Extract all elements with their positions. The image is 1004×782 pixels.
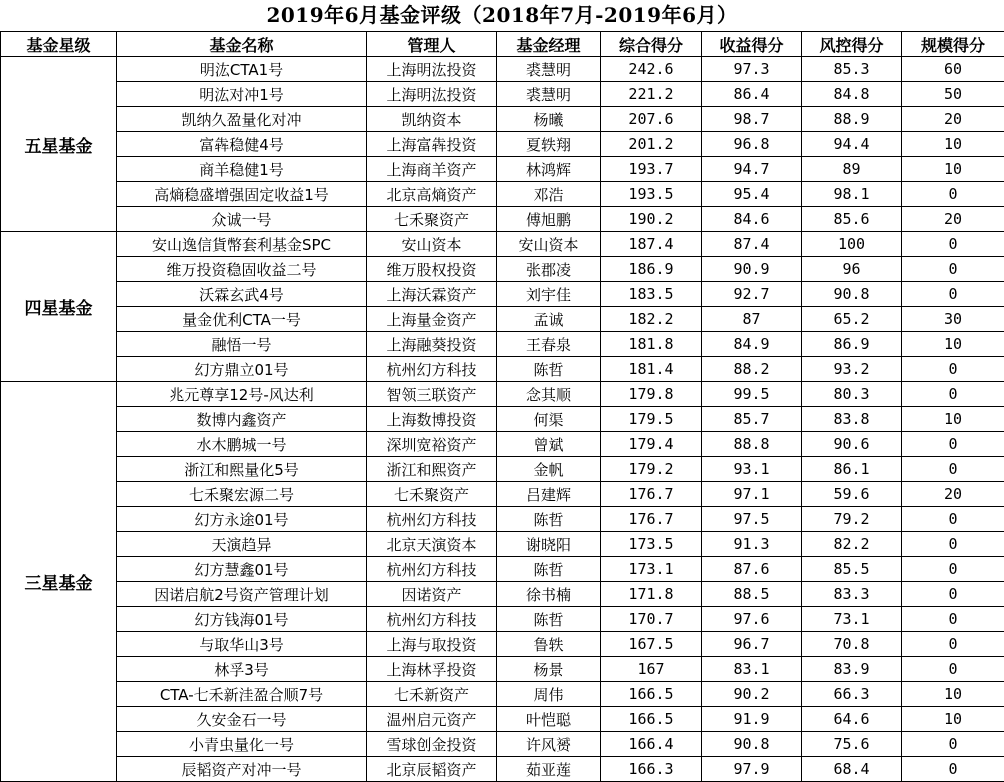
- cell-fund-name: 数博内鑫资产: [117, 407, 367, 432]
- cell-return-score: 83.1: [702, 657, 802, 682]
- cell-fund-name: 小青虫量化一号: [117, 732, 367, 757]
- cell-manager-company: 北京高熵资产: [367, 182, 497, 207]
- cell-scale-score: 30: [902, 307, 1004, 332]
- cell-scale-score: 0: [902, 582, 1004, 607]
- cell-fund-name: 高熵稳盛增强固定收益1号: [117, 182, 367, 207]
- cell-total-score: 176.7: [601, 507, 702, 532]
- cell-return-score: 97.1: [702, 482, 802, 507]
- cell-risk-score: 84.8: [802, 82, 902, 107]
- cell-total-score: 179.4: [601, 432, 702, 457]
- table-row: [1, 532, 1004, 557]
- cell-manager-company: 安山资本: [367, 232, 497, 257]
- table-row: [1, 257, 1004, 282]
- cell-risk-score: 80.3: [802, 382, 902, 407]
- cell-scale-score: 0: [902, 457, 1004, 482]
- cell-manager-company: 杭州幻方科技: [367, 507, 497, 532]
- cell-return-score: 87: [702, 307, 802, 332]
- cell-manager-company: 凯纳资本: [367, 107, 497, 132]
- cell-risk-score: 88.9: [802, 107, 902, 132]
- cell-manager-company: 雪球创金投资: [367, 732, 497, 757]
- cell-fund-name: 浙江和熙量化5号: [117, 457, 367, 482]
- cell-manager-company: 七禾聚资产: [367, 207, 497, 232]
- table-row: [1, 132, 1004, 157]
- header-row: [1, 32, 1004, 57]
- cell-return-score: 97.5: [702, 507, 802, 532]
- cell-return-score: 97.6: [702, 607, 802, 632]
- cell-total-score: 181.8: [601, 332, 702, 357]
- cell-risk-score: 65.2: [802, 307, 902, 332]
- cell-fund-name: 幻方慧鑫01号: [117, 557, 367, 582]
- cell-scale-score: 0: [902, 557, 1004, 582]
- cell-return-score: 87.6: [702, 557, 802, 582]
- cell-risk-score: 86.9: [802, 332, 902, 357]
- cell-fund-manager: 金帆: [497, 457, 601, 482]
- cell-fund-manager: 杨曦: [497, 107, 601, 132]
- table-row: [1, 307, 1004, 332]
- cell-risk-score: 86.1: [802, 457, 902, 482]
- cell-scale-score: 0: [902, 232, 1004, 257]
- cell-total-score: 179.2: [601, 457, 702, 482]
- cell-scale-score: 0: [902, 757, 1004, 782]
- cell-risk-score: 82.2: [802, 532, 902, 557]
- cell-total-score: 207.6: [601, 107, 702, 132]
- cell-fund-manager: 曾斌: [497, 432, 601, 457]
- cell-risk-score: 89: [802, 157, 902, 182]
- header-return-score: 收益得分: [702, 32, 802, 57]
- header-fund-name: 基金名称: [117, 32, 367, 57]
- cell-manager-company: 因诺资产: [367, 582, 497, 607]
- cell-fund-manager: 安山资本: [497, 232, 601, 257]
- cell-total-score: 167: [601, 657, 702, 682]
- table-row: [1, 232, 1004, 257]
- cell-scale-score: 0: [902, 632, 1004, 657]
- cell-fund-manager: 夏轶翔: [497, 132, 601, 157]
- cell-fund-name: 辰韬资产对冲一号: [117, 757, 367, 782]
- cell-total-score: 166.3: [601, 757, 702, 782]
- cell-return-score: 90.2: [702, 682, 802, 707]
- cell-fund-manager: 鲁轶: [497, 632, 601, 657]
- table-row: [1, 582, 1004, 607]
- cell-return-score: 88.8: [702, 432, 802, 457]
- cell-fund-manager: 谢晓阳: [497, 532, 601, 557]
- table-row: [1, 632, 1004, 657]
- cell-fund-manager: 陈哲: [497, 357, 601, 382]
- cell-total-score: 201.2: [601, 132, 702, 157]
- tier-label: 四星基金: [1, 232, 117, 382]
- cell-total-score: 179.5: [601, 407, 702, 432]
- table-row: [1, 407, 1004, 432]
- cell-fund-name: 安山逸信貨幣套利基金SPC: [117, 232, 367, 257]
- cell-risk-score: 68.4: [802, 757, 902, 782]
- cell-return-score: 97.3: [702, 57, 802, 82]
- cell-fund-name: 商羊稳健1号: [117, 157, 367, 182]
- table-row: [1, 357, 1004, 382]
- cell-fund-name: 富犇稳健4号: [117, 132, 367, 157]
- cell-manager-company: 北京天演资本: [367, 532, 497, 557]
- cell-manager-company: 上海融葵投资: [367, 332, 497, 357]
- table-row: [1, 657, 1004, 682]
- cell-return-score: 95.4: [702, 182, 802, 207]
- cell-return-score: 92.7: [702, 282, 802, 307]
- cell-manager-company: 上海沃霖资产: [367, 282, 497, 307]
- cell-return-score: 99.5: [702, 382, 802, 407]
- cell-return-score: 96.7: [702, 632, 802, 657]
- cell-risk-score: 70.8: [802, 632, 902, 657]
- table-body: [1, 57, 1004, 782]
- cell-scale-score: 0: [902, 507, 1004, 532]
- cell-manager-company: 上海量金资产: [367, 307, 497, 332]
- table-row: [1, 282, 1004, 307]
- cell-manager-company: 上海商羊资产: [367, 157, 497, 182]
- cell-fund-name: 久安金石一号: [117, 707, 367, 732]
- cell-scale-score: 10: [902, 332, 1004, 357]
- cell-fund-manager: 傅旭鹏: [497, 207, 601, 232]
- cell-total-score: 166.5: [601, 682, 702, 707]
- cell-risk-score: 94.4: [802, 132, 902, 157]
- cell-manager-company: 上海数博投资: [367, 407, 497, 432]
- cell-fund-manager: 林鸿辉: [497, 157, 601, 182]
- cell-return-score: 84.6: [702, 207, 802, 232]
- cell-fund-manager: 许风赟: [497, 732, 601, 757]
- cell-fund-name: 量金优利CTA一号: [117, 307, 367, 332]
- cell-fund-name: 众诚一号: [117, 207, 367, 232]
- cell-total-score: 179.8: [601, 382, 702, 407]
- table-row: [1, 732, 1004, 757]
- cell-total-score: 187.4: [601, 232, 702, 257]
- cell-scale-score: 0: [902, 657, 1004, 682]
- cell-scale-score: 50: [902, 82, 1004, 107]
- cell-return-score: 90.8: [702, 732, 802, 757]
- cell-manager-company: 智领三联资产: [367, 382, 497, 407]
- cell-fund-manager: 陈哲: [497, 507, 601, 532]
- cell-manager-company: 杭州幻方科技: [367, 357, 497, 382]
- cell-fund-name: 融悟一号: [117, 332, 367, 357]
- cell-risk-score: 73.1: [802, 607, 902, 632]
- cell-fund-name: 明汯CTA1号: [117, 57, 367, 82]
- cell-fund-name: 幻方钱海01号: [117, 607, 367, 632]
- cell-return-score: 94.7: [702, 157, 802, 182]
- cell-return-score: 85.7: [702, 407, 802, 432]
- table-row: [1, 332, 1004, 357]
- cell-fund-name: 维万投资稳固收益二号: [117, 257, 367, 282]
- tier-label: 三星基金: [1, 382, 117, 782]
- cell-scale-score: 0: [902, 257, 1004, 282]
- cell-scale-score: 10: [902, 707, 1004, 732]
- cell-return-score: 90.9: [702, 257, 802, 282]
- table-row: [1, 107, 1004, 132]
- cell-return-score: 84.9: [702, 332, 802, 357]
- cell-total-score: 193.5: [601, 182, 702, 207]
- cell-total-score: 181.4: [601, 357, 702, 382]
- cell-risk-score: 85.3: [802, 57, 902, 82]
- cell-return-score: 88.5: [702, 582, 802, 607]
- table-row: [1, 682, 1004, 707]
- cell-risk-score: 66.3: [802, 682, 902, 707]
- cell-return-score: 97.9: [702, 757, 802, 782]
- cell-return-score: 98.7: [702, 107, 802, 132]
- cell-return-score: 87.4: [702, 232, 802, 257]
- table-row: [1, 507, 1004, 532]
- table-row: [1, 182, 1004, 207]
- cell-total-score: 182.2: [601, 307, 702, 332]
- cell-manager-company: 上海林孚投资: [367, 657, 497, 682]
- cell-fund-manager: 裘慧明: [497, 57, 601, 82]
- cell-manager-company: 温州启元资产: [367, 707, 497, 732]
- cell-fund-manager: 孟诚: [497, 307, 601, 332]
- cell-fund-name: 天演趋异: [117, 532, 367, 557]
- cell-scale-score: 0: [902, 532, 1004, 557]
- cell-scale-score: 10: [902, 407, 1004, 432]
- cell-manager-company: 杭州幻方科技: [367, 607, 497, 632]
- table-row: [1, 432, 1004, 457]
- cell-total-score: 170.7: [601, 607, 702, 632]
- cell-fund-name: 兆元尊享12号-风达利: [117, 382, 367, 407]
- cell-total-score: 186.9: [601, 257, 702, 282]
- cell-fund-manager: 王春泉: [497, 332, 601, 357]
- cell-manager-company: 维万股权投资: [367, 257, 497, 282]
- cell-return-score: 96.8: [702, 132, 802, 157]
- cell-fund-name: 幻方永途01号: [117, 507, 367, 532]
- cell-manager-company: 七禾聚资产: [367, 482, 497, 507]
- cell-risk-score: 83.3: [802, 582, 902, 607]
- cell-scale-score: 20: [902, 482, 1004, 507]
- cell-manager-company: 杭州幻方科技: [367, 557, 497, 582]
- cell-fund-name: 与取华山3号: [117, 632, 367, 657]
- cell-fund-name: 林孚3号: [117, 657, 367, 682]
- table-row: [1, 757, 1004, 782]
- cell-scale-score: 0: [902, 357, 1004, 382]
- table-row: [1, 457, 1004, 482]
- cell-total-score: 166.4: [601, 732, 702, 757]
- cell-risk-score: 83.8: [802, 407, 902, 432]
- cell-manager-company: 北京辰韬资产: [367, 757, 497, 782]
- cell-fund-name: 明汯对冲1号: [117, 82, 367, 107]
- table-row: [1, 482, 1004, 507]
- cell-scale-score: 0: [902, 382, 1004, 407]
- sheet-title: 2019年6月基金评级（2018年7月-2019年6月）: [0, 0, 1004, 31]
- cell-total-score: 193.7: [601, 157, 702, 182]
- cell-risk-score: 90.8: [802, 282, 902, 307]
- cell-fund-manager: 陈哲: [497, 557, 601, 582]
- header-total-score: 综合得分: [601, 32, 702, 57]
- cell-manager-company: 上海明汯投资: [367, 57, 497, 82]
- cell-manager-company: 浙江和熙资产: [367, 457, 497, 482]
- cell-risk-score: 85.6: [802, 207, 902, 232]
- header-scale-score: 规模得分: [902, 32, 1004, 57]
- cell-fund-manager: 茹亚莲: [497, 757, 601, 782]
- table-row: [1, 382, 1004, 407]
- table-row: [1, 82, 1004, 107]
- cell-fund-manager: 陈哲: [497, 607, 601, 632]
- cell-manager-company: 上海明汯投资: [367, 82, 497, 107]
- cell-fund-manager: 裘慧明: [497, 82, 601, 107]
- cell-fund-manager: 徐书楠: [497, 582, 601, 607]
- tier-label: 五星基金: [1, 57, 117, 232]
- cell-total-score: 176.7: [601, 482, 702, 507]
- cell-manager-company: 上海与取投资: [367, 632, 497, 657]
- cell-return-score: 91.9: [702, 707, 802, 732]
- cell-risk-score: 96: [802, 257, 902, 282]
- table-row: [1, 57, 1004, 82]
- cell-fund-manager: 吕建辉: [497, 482, 601, 507]
- cell-risk-score: 98.1: [802, 182, 902, 207]
- cell-scale-score: 0: [902, 732, 1004, 757]
- cell-fund-manager: 刘宇佳: [497, 282, 601, 307]
- cell-fund-name: 因诺启航2号资产管理计划: [117, 582, 367, 607]
- table-row: [1, 157, 1004, 182]
- cell-total-score: 167.5: [601, 632, 702, 657]
- cell-risk-score: 85.5: [802, 557, 902, 582]
- cell-fund-name: 幻方鼎立01号: [117, 357, 367, 382]
- cell-fund-name: 水木鹏城一号: [117, 432, 367, 457]
- cell-scale-score: 60: [902, 57, 1004, 82]
- header-star-level: 基金星级: [1, 32, 117, 57]
- cell-scale-score: 20: [902, 107, 1004, 132]
- cell-fund-name: 沃霖玄武4号: [117, 282, 367, 307]
- cell-scale-score: 0: [902, 182, 1004, 207]
- cell-scale-score: 10: [902, 682, 1004, 707]
- cell-risk-score: 79.2: [802, 507, 902, 532]
- table-row: [1, 707, 1004, 732]
- header-risk-score: 风控得分: [802, 32, 902, 57]
- cell-total-score: 173.1: [601, 557, 702, 582]
- cell-risk-score: 75.6: [802, 732, 902, 757]
- rating-table: [0, 31, 1004, 782]
- table-row: [1, 557, 1004, 582]
- cell-fund-name: CTA-七禾新洼盈合顺7号: [117, 682, 367, 707]
- cell-scale-score: 0: [902, 432, 1004, 457]
- cell-return-score: 88.2: [702, 357, 802, 382]
- cell-risk-score: 100: [802, 232, 902, 257]
- cell-risk-score: 90.6: [802, 432, 902, 457]
- cell-total-score: 242.6: [601, 57, 702, 82]
- cell-fund-manager: 何渠: [497, 407, 601, 432]
- cell-fund-manager: 叶恺聪: [497, 707, 601, 732]
- cell-total-score: 183.5: [601, 282, 702, 307]
- cell-fund-name: 凯纳久盈量化对冲: [117, 107, 367, 132]
- cell-fund-manager: 念其顺: [497, 382, 601, 407]
- cell-fund-manager: 周伟: [497, 682, 601, 707]
- table-row: [1, 207, 1004, 232]
- cell-fund-manager: 邓浩: [497, 182, 601, 207]
- cell-risk-score: 93.2: [802, 357, 902, 382]
- table-row: [1, 607, 1004, 632]
- cell-total-score: 173.5: [601, 532, 702, 557]
- cell-total-score: 190.2: [601, 207, 702, 232]
- cell-return-score: 93.1: [702, 457, 802, 482]
- cell-scale-score: 10: [902, 132, 1004, 157]
- cell-fund-manager: 张郡凌: [497, 257, 601, 282]
- cell-scale-score: 0: [902, 282, 1004, 307]
- cell-total-score: 166.5: [601, 707, 702, 732]
- cell-manager-company: 七禾新资产: [367, 682, 497, 707]
- cell-return-score: 86.4: [702, 82, 802, 107]
- header-fund-manager: 基金经理: [497, 32, 601, 57]
- cell-risk-score: 59.6: [802, 482, 902, 507]
- cell-scale-score: 20: [902, 207, 1004, 232]
- cell-return-score: 91.3: [702, 532, 802, 557]
- header-manager-company: 管理人: [367, 32, 497, 57]
- cell-total-score: 171.8: [601, 582, 702, 607]
- cell-manager-company: 深圳宽裕资产: [367, 432, 497, 457]
- cell-total-score: 221.2: [601, 82, 702, 107]
- cell-manager-company: 上海富犇投资: [367, 132, 497, 157]
- cell-fund-name: 七禾聚宏源二号: [117, 482, 367, 507]
- cell-scale-score: 0: [902, 607, 1004, 632]
- cell-risk-score: 64.6: [802, 707, 902, 732]
- cell-fund-manager: 杨景: [497, 657, 601, 682]
- cell-scale-score: 10: [902, 157, 1004, 182]
- cell-risk-score: 83.9: [802, 657, 902, 682]
